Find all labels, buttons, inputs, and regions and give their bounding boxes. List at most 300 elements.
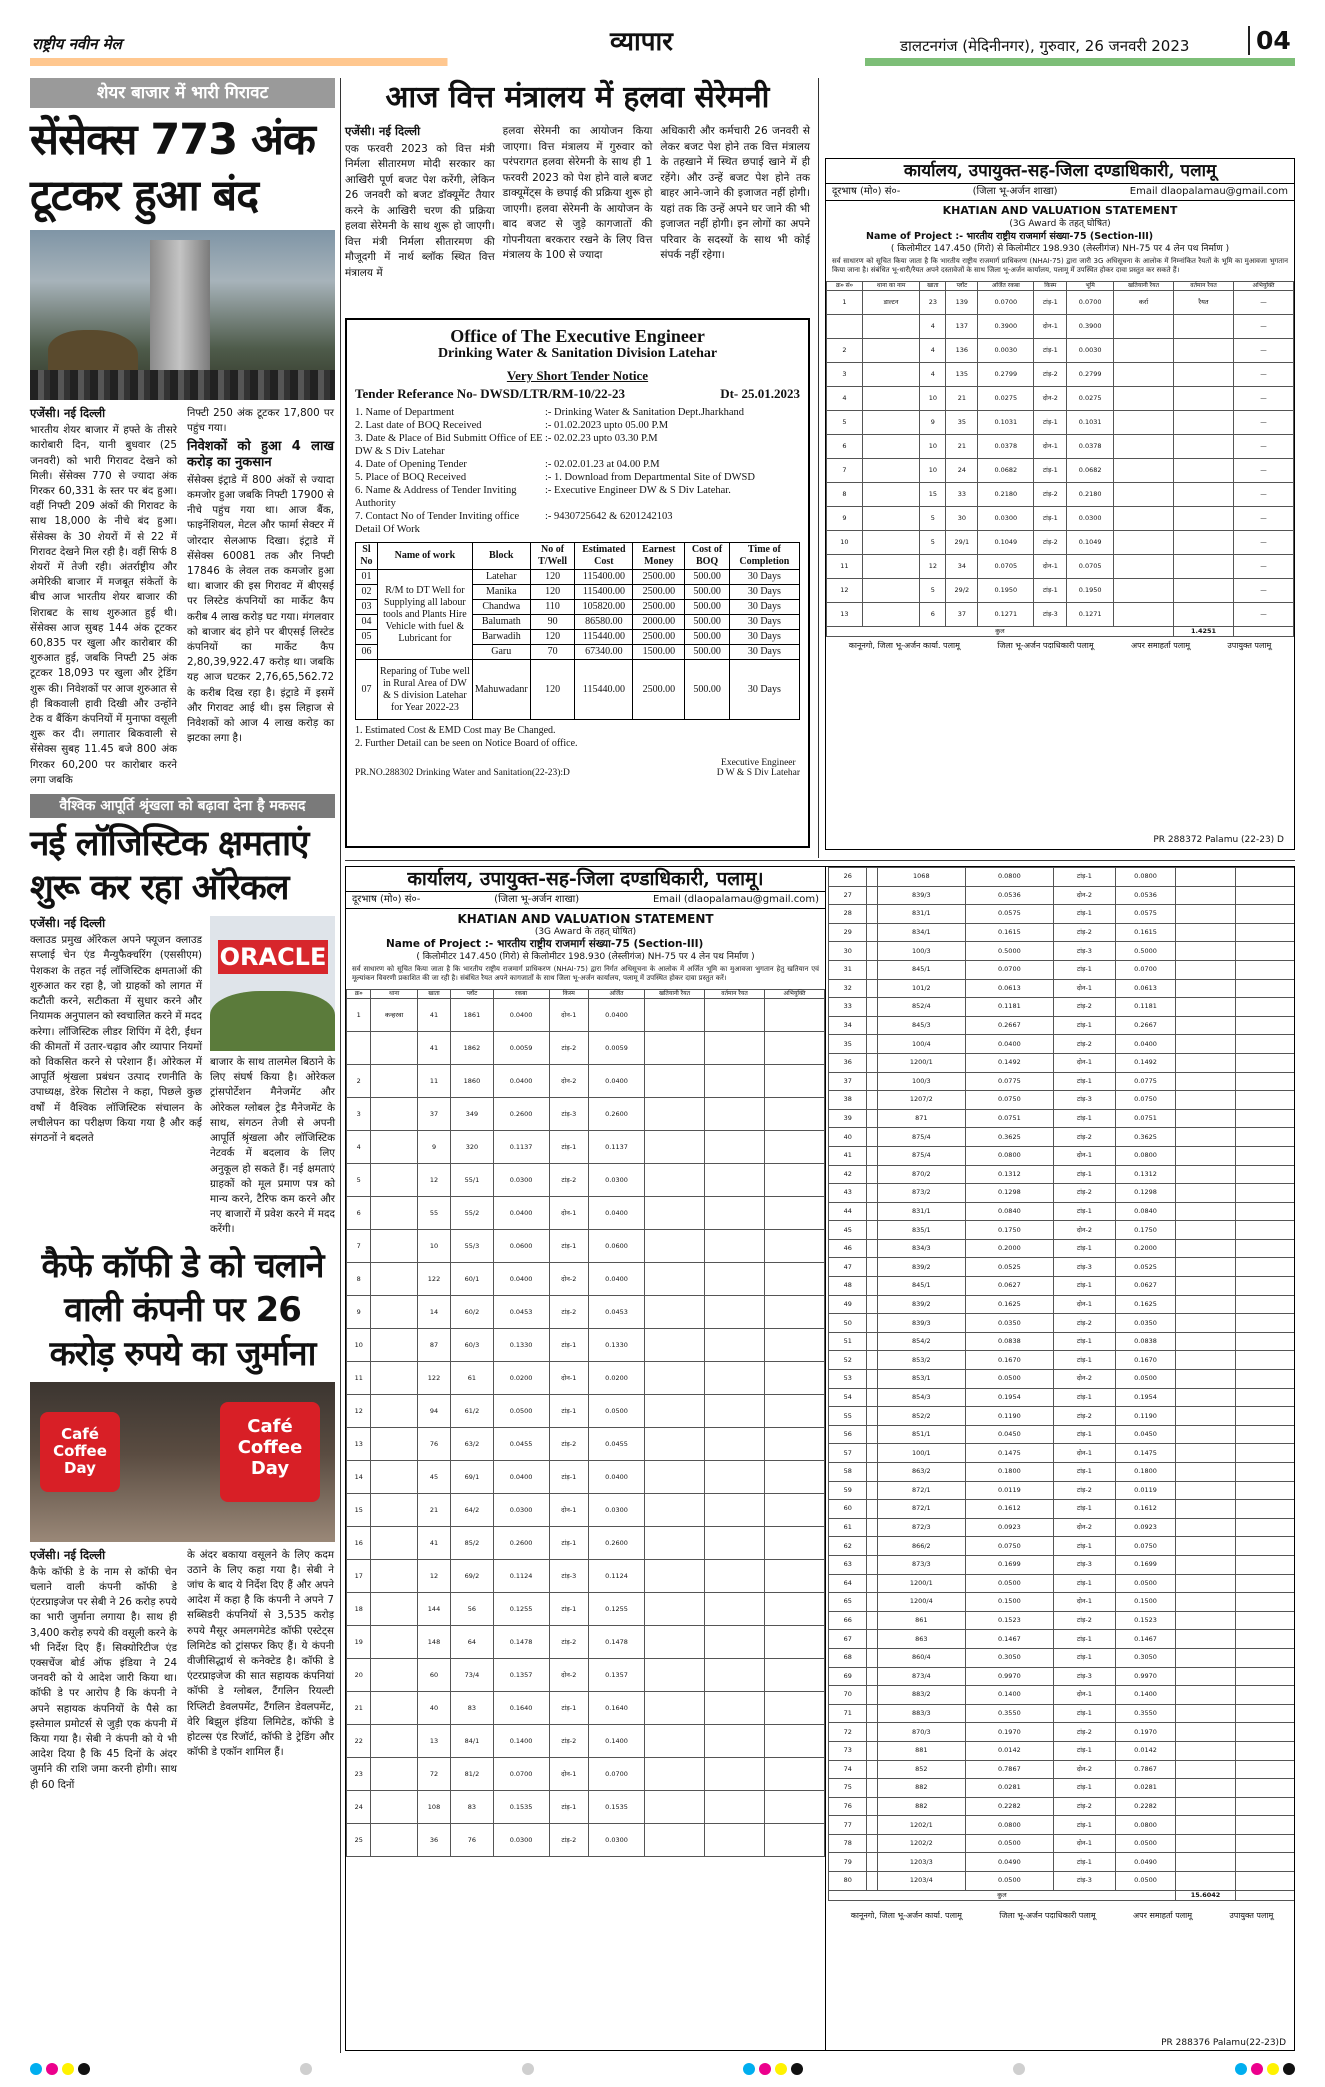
table-cell: 0.0600 [493, 1230, 549, 1263]
table-cell: टांड़-2 [1053, 1481, 1115, 1500]
table-row [827, 339, 1294, 363]
table-cell: 870/2 [877, 1165, 965, 1184]
table-cell: 0.0300 [493, 1824, 549, 1857]
table-cell: टांड़-1 [1053, 1425, 1115, 1444]
table-cell: 0.0575 [1116, 905, 1176, 924]
table-cell [1176, 1425, 1236, 1444]
table-row [347, 1395, 825, 1428]
cell-boq: 500.00 [685, 630, 729, 645]
table-cell [1236, 1053, 1296, 1072]
table-cell: 0.0400 [589, 1197, 645, 1230]
table-row [347, 1725, 825, 1758]
table-cell: टांड़-1 [549, 1230, 589, 1263]
table-cell [1176, 979, 1236, 998]
column-header: खाता [920, 282, 946, 291]
table-cell: 0.0750 [1116, 1091, 1176, 1110]
story-column [30, 406, 177, 788]
table-cell [1176, 1221, 1236, 1240]
ccd-logo: Café Coffee Day [40, 1412, 120, 1492]
table-cell [1236, 960, 1296, 979]
table-cell: 48 [829, 1277, 867, 1296]
table-cell: 33 [829, 998, 867, 1017]
black-swatch [791, 2063, 803, 2075]
table-row [829, 1165, 1296, 1184]
table-cell: दोन-1 [1034, 555, 1067, 579]
table-cell: 56 [829, 1425, 867, 1444]
table-cell: 12 [827, 579, 863, 603]
table-cell: 11 [417, 1065, 450, 1098]
cell-em: 2500.00 [633, 570, 685, 585]
table-cell: 0.3050 [965, 1648, 1053, 1667]
khatian-chainage: ( किलोमीटर 147.450 (गिरो) से किलोमीटर 198.930 (लेस्लीगंज) NH-75 पर 4 लेन पथ निर्माण ) [890, 244, 1230, 254]
table-cell: 53 [829, 1370, 867, 1389]
khatian-subtitle: (3G Award के तहत् घोषित) [534, 927, 637, 937]
table-cell: 9 [920, 411, 946, 435]
table-cell [1114, 507, 1174, 531]
table-cell [867, 1314, 877, 1333]
total-value: 1.4251 [1174, 627, 1234, 637]
table-row [347, 1131, 825, 1164]
table-cell: टांड़-3 [1034, 603, 1067, 627]
table-cell [645, 1065, 705, 1098]
table-cell [1174, 579, 1234, 603]
table-cell: — [1234, 603, 1294, 627]
byline: एजेंसी। नई दिल्ली [30, 406, 106, 420]
table-cell [1236, 1035, 1296, 1054]
table-cell [765, 1131, 825, 1164]
khatian-contact-row [346, 892, 825, 909]
table-cell [645, 1791, 705, 1824]
table-cell: 0.1271 [978, 603, 1034, 627]
table-cell: 0.1492 [1116, 1053, 1176, 1072]
table-cell [765, 1494, 825, 1527]
table-cell: 872/1 [877, 1481, 965, 1500]
story-text: ओरेकल में आपूर्ति श्रृंखला प्रबंधन उत्पाद रणनीति के उपाध्यक्ष, डेरेक सिटोस ने कहा, पिछले कुछ वर्षों में वैश्विक लॉजिस्टिक संचालन के लचीलेपन का परीक्षण किया गया है और कई संगठनों ने बदलते [30, 1055, 202, 1144]
table-cell [371, 1263, 417, 1296]
table-row [827, 387, 1294, 411]
table-cell: 1203/4 [877, 1872, 965, 1891]
table-cell: 64 [451, 1626, 493, 1659]
table-cell: 33 [946, 483, 978, 507]
table-cell: 0.1492 [965, 1053, 1053, 1072]
table-cell [1236, 1648, 1296, 1667]
table-cell: 0.0682 [978, 459, 1034, 483]
khatian-table-continued [828, 867, 1295, 1901]
table-cell [765, 1527, 825, 1560]
table-cell: 852/2 [877, 1407, 965, 1426]
table-cell: 0.3900 [1067, 315, 1114, 339]
story-text: भारतीय शेयर बाजार में हफ्ते के तीसरे कारोबारी दिन, यानी बुधवार (25 जनवरी) को भारी गिरावट देखने को मिली। सेंसेक्स 770 से ज्यादा अंक गिरकर 60,331 के स्तर पर बंद हुआ। वहीं निफ्टी 209 अंकों की गिरावट के साथ 18,000 के नीचे बंद हुआ। सेंसेक्स के 30 शेयरों में से 22 में गिरावट देखने मिल रही है। वहीं सिर्फ 8 शेयरों में तेजी रही। अंतर्राष्ट्रीय और अमेरिकी बाजार में मजबूत संकेतों के बीच आज भारतीय शेयर बाजार की शिराबट के साथ शुरुआत हुई थी। सेंसेक्स आज सुबह 144 अंक टूटकर 60,835 पर खुला और कारोबार की शुरुआत हुई, जबकि निफ्टी 25 अंक टूटकर 18,093 पर खुला और ट्रेडिंग शुरू की। निवेशकों पर आज शुरुआत से ही बिकवाली हावी दिखी और उन्होंने टेक व बैंकिंग कंपनियों में मुनाफा वसूली शुरू कर दी। लगातार बिकवाली से सेंसेक्स सुबह 11.45 बजे 800 अंक गिरकर 60,200 पर कारोबार करने लगा जबकि [30, 424, 177, 786]
table-cell [867, 1425, 877, 1444]
story-body [30, 406, 335, 788]
table-cell: 0.1124 [493, 1560, 549, 1593]
table-cell [1176, 1797, 1236, 1816]
table-cell [1236, 1760, 1296, 1779]
table-cell: 0.0775 [965, 1072, 1053, 1091]
column-header: वर्तमान रैयत [705, 990, 765, 999]
table-cell: 34 [829, 1016, 867, 1035]
khatian-contact-row [826, 184, 1294, 201]
table-cell [1174, 387, 1234, 411]
table-cell [705, 1395, 765, 1428]
tender-info-list [355, 406, 800, 536]
khatian-paragraph: सर्व साधारण को सूचित किया जाता है कि भारतीय राष्ट्रीय राजमार्ग प्राधिकरण (NHAI-75) द्वारा जारी 3G अधिसूचना के आलोक में निम्नांकित रैयतों के भूमि का मुआवजा भुगतान किया जाना है। संबंधित भू-धारी/रैयत अपने दस्तावेजों के साथ जिला भू-अर्जन कार्यालय, पलामू में उपस्थित होकर दावा प्रस्तुत कर सकते हैं। [832, 257, 1288, 274]
table-cell [705, 1329, 765, 1362]
table-cell [765, 1197, 825, 1230]
table-cell: 0.7867 [965, 1760, 1053, 1779]
table-cell: 0.0400 [493, 1197, 549, 1230]
khatian-subtitle: (3G Award के तहत् घोषित) [1009, 219, 1111, 229]
table-cell: 100/1 [877, 1444, 965, 1463]
table-cell: 1207/2 [877, 1091, 965, 1110]
table-cell [1176, 1779, 1236, 1798]
table-cell: 85/2 [451, 1527, 493, 1560]
table-cell: 8 [827, 483, 863, 507]
table-cell: 7 [347, 1230, 371, 1263]
table-cell: 0.0751 [965, 1109, 1053, 1128]
table-cell: टांड़-2 [1053, 1723, 1115, 1742]
black-swatch [78, 2063, 90, 2075]
table-row [827, 435, 1294, 459]
table-header-row [347, 990, 825, 999]
table-row [829, 1109, 1296, 1128]
table-cell [1176, 1295, 1236, 1314]
table-cell: 41 [829, 1146, 867, 1165]
table-cell [645, 1164, 705, 1197]
table-row [347, 1527, 825, 1560]
table-cell [1176, 1314, 1236, 1333]
story-text: बाजार के साथ तालमेल बिठाने के लिए संघर्ष किया है। ओरेकल ट्रांसपोर्टेशन मैनेजमेंट और ओरेकल ग्लोबल ट्रेड मैनेजमेंट के साथ, संगठन तेजी से अपनी आपूर्ति श्रृंखला और लॉजिस्टिक नेटवर्क में बदलाव के लिए अनुकूल हो सकते हैं। नई क्षमताएं ग्राहकों को मूल प्रमाण पत्र को मान्य करने, टैरिफ कम करने और नए बाजारों में प्रवेश करने में मदद करेंगी। [210, 1056, 335, 1236]
table-cell [1176, 960, 1236, 979]
table-cell: 136 [946, 339, 978, 363]
table-cell [1236, 1779, 1296, 1798]
table-cell: 0.1500 [965, 1593, 1053, 1612]
table-cell: 0.0682 [1067, 459, 1114, 483]
table-cell [371, 1494, 417, 1527]
table-row [829, 868, 1296, 887]
table-cell: टांड़-2 [549, 1824, 589, 1857]
table-cell: टांड़-1 [1034, 579, 1067, 603]
table-cell [1236, 923, 1296, 942]
table-cell: 0.1190 [1116, 1407, 1176, 1426]
table-cell: 0.0923 [965, 1518, 1053, 1537]
table-cell: 2 [347, 1065, 371, 1098]
cell-em: 2000.00 [633, 615, 685, 630]
table-cell [1176, 1146, 1236, 1165]
table-row [827, 411, 1294, 435]
table-cell: 0.0700 [493, 1758, 549, 1791]
table-cell [1174, 483, 1234, 507]
table-row [347, 1230, 825, 1263]
table-cell [765, 1659, 825, 1692]
byline: एजेंसी। नई दिल्ली [345, 124, 421, 138]
table-row [829, 1351, 1296, 1370]
table-cell [371, 1395, 417, 1428]
table-cell [1176, 1481, 1236, 1500]
table-cell [867, 1277, 877, 1296]
cell-time: 30 Days [729, 630, 799, 645]
table-cell [867, 1128, 877, 1147]
tender-date: Dt- 25.01.2023 [720, 386, 800, 401]
info-value: :- 9430725642 & 6201242103 [545, 511, 673, 522]
table-cell [1176, 1407, 1236, 1426]
table-cell: दोन-1 [1053, 979, 1115, 998]
table-cell: 73/4 [451, 1659, 493, 1692]
table-cell: 852 [877, 1760, 965, 1779]
table-cell: 0.2000 [1116, 1239, 1176, 1258]
table-cell: 55 [417, 1197, 450, 1230]
table-cell [1176, 1035, 1236, 1054]
tender-info-row [355, 419, 800, 432]
table-cell: 0.2180 [978, 483, 1034, 507]
table-row [829, 1277, 1296, 1296]
table-row [347, 999, 825, 1032]
table-cell: 1 [347, 999, 371, 1032]
table-row [829, 1834, 1296, 1853]
table-cell [1236, 1239, 1296, 1258]
table-cell: दोन-1 [1034, 435, 1067, 459]
table-row [829, 960, 1296, 979]
table-cell: दोन-2 [549, 1065, 589, 1098]
table-cell: 872/1 [877, 1500, 965, 1519]
table-cell: टांड़-1 [1053, 1202, 1115, 1221]
table-cell [867, 1853, 877, 1872]
table-cell: 0.0350 [965, 1314, 1053, 1333]
table-cell: 61/2 [451, 1395, 493, 1428]
tender-info-row [355, 510, 800, 536]
table-cell [1236, 1872, 1296, 1891]
table-cell: 854/2 [877, 1332, 965, 1351]
tender-info-row [355, 484, 800, 510]
table-cell: 0.0800 [965, 868, 1053, 887]
table-cell: 0.2600 [589, 1527, 645, 1560]
cyan-swatch [1235, 2063, 1247, 2075]
table-cell [645, 1659, 705, 1692]
table-cell [1176, 868, 1236, 887]
print-registration-marks [30, 2063, 1295, 2075]
table-cell: डाल्टन [862, 291, 919, 315]
table-cell: 0.0300 [589, 1494, 645, 1527]
table-row [347, 1758, 825, 1791]
table-cell: 861 [877, 1611, 965, 1630]
table-cell [862, 579, 919, 603]
table-row [827, 555, 1294, 579]
table-cell: टांड़-2 [549, 1428, 589, 1461]
table-cell: 16 [347, 1527, 371, 1560]
table-cell: 831/1 [877, 1202, 965, 1221]
table-cell [1236, 1444, 1296, 1463]
table-cell: — [1234, 291, 1294, 315]
table-cell: 853/2 [877, 1351, 965, 1370]
color-swatches [743, 2063, 803, 2075]
table-cell: — [1234, 459, 1294, 483]
table-cell [867, 1779, 877, 1798]
table-cell [867, 1351, 877, 1370]
table-cell: टांड़-2 [1053, 1184, 1115, 1203]
table-cell: 5 [347, 1164, 371, 1197]
column-header: क्र० [347, 990, 371, 999]
table-row [829, 923, 1296, 942]
table-cell [1236, 1370, 1296, 1389]
table-row [356, 660, 800, 720]
tender-notice [345, 318, 810, 848]
table-cell: 101/2 [877, 979, 965, 998]
table-cell [867, 1184, 877, 1203]
table-cell: 67 [829, 1630, 867, 1649]
table-cell: 21 [417, 1494, 450, 1527]
table-cell [705, 1494, 765, 1527]
table-row [829, 1146, 1296, 1165]
table-cell: — [1234, 411, 1294, 435]
table-cell: 845/3 [877, 1016, 965, 1035]
table-cell: 0.0059 [493, 1032, 549, 1065]
table-cell: 0.0378 [978, 435, 1034, 459]
table-cell: 0.0400 [493, 1065, 549, 1098]
table-cell: 0.0400 [1116, 1035, 1176, 1054]
story-text: निफ्टी 250 अंक टूटकर 17,800 पर पहुंच गया। [187, 407, 334, 435]
story-column [30, 1548, 177, 1793]
table-cell: दोन-1 [549, 1494, 589, 1527]
table-cell: 0.1535 [493, 1791, 549, 1824]
story-column [30, 916, 202, 1237]
table-cell [1236, 1425, 1296, 1444]
table-cell [862, 483, 919, 507]
table-cell [1176, 1816, 1236, 1835]
table-row [827, 315, 1294, 339]
table-cell [1176, 1611, 1236, 1630]
table-cell: 0.5000 [1116, 942, 1176, 961]
table-cell [1114, 483, 1174, 507]
table-cell [765, 1725, 825, 1758]
table-row [829, 1574, 1296, 1593]
table-cell: 0.0775 [1116, 1072, 1176, 1091]
table-cell [1236, 1834, 1296, 1853]
table-cell: 0.1615 [965, 923, 1053, 942]
table-header-row [827, 282, 1294, 291]
table-cell [371, 1725, 417, 1758]
table-cell: 0.1800 [965, 1463, 1053, 1482]
table-cell [1236, 1611, 1296, 1630]
table-cell: 37 [946, 603, 978, 627]
table-cell [705, 1131, 765, 1164]
table-cell: 12 [920, 555, 946, 579]
table-cell [765, 1461, 825, 1494]
table-cell [765, 1428, 825, 1461]
khatian-signatures [826, 637, 1294, 655]
table-cell [347, 1032, 371, 1065]
table-cell [867, 998, 877, 1017]
yellow-swatch [775, 2063, 787, 2075]
table-cell: — [1234, 339, 1294, 363]
table-cell [1114, 339, 1174, 363]
khatian-table [826, 281, 1294, 637]
cell-cost: 115440.00 [575, 660, 633, 720]
table-cell [862, 531, 919, 555]
table-cell [1176, 905, 1236, 924]
table-cell [705, 1560, 765, 1593]
table-cell [1176, 923, 1236, 942]
table-cell [645, 1098, 705, 1131]
table-cell [1236, 1704, 1296, 1723]
table-cell [1236, 886, 1296, 905]
subheading: निवेशकों को हुआ 4 लाख करोड़ का नुकसान [187, 439, 334, 470]
table-row [829, 1760, 1296, 1779]
table-cell [765, 1263, 825, 1296]
table-cell: दोन-2 [1053, 1518, 1115, 1537]
table-cell: 0.1271 [1067, 603, 1114, 627]
table-cell: 77 [829, 1816, 867, 1835]
table-cell: 0.0500 [1116, 1834, 1176, 1853]
table-cell: 71 [829, 1704, 867, 1723]
story-text: क्लाउड प्रमुख ऑरेकल अपने फ्यूजन क्लाउड सप्लाई चेन एंड मैन्युफैक्चरिंग (एससीएम) पेशकश के तहत नई लॉजिस्टिक क्षमताओं की शुरुआत कर रहा है, जो ग्राहकों को लागत में कटौती करने, सटीकता में सुधार करने और नियामक अनुपालन को स्वचालित करने में मदद करेगा। लॉजिस्टिक लीडर शिपिंग में देरी, ईंधन की कीमतों में उतार-चढ़ाव और व्यापार नियमों को विकसित करने से परेशान हैं। [30, 934, 202, 1068]
table-cell [371, 1197, 417, 1230]
table-cell [371, 1527, 417, 1560]
table-cell [1176, 1463, 1236, 1482]
cell-em: 2500.00 [633, 600, 685, 615]
table-row [347, 1791, 825, 1824]
story-column: के अंदर बकाया वसूलने के लिए कदम उठाने के लिए कहा गया है। सेबी ने जांच के बाद ये निर्देश दिए हैं और अपने आदेश में कहा है कि कंपनी ने अपने 7 सब्सिडरी कंपनियों से 3,535 करोड़ रुपये मैसूर अमलगमेटेड कॉफी एस्टेट्स लिमिटेड को ट्रांसफर किए हैं। ये कंपनी वीजीसिद्धार्थ से कनेक्टेड है। कॉफी डे एंटरप्राइजेज की सात सहायक कंपनियां कॉफी डे ग्लोबल, टैंगलिन रियल्टी रिप्लिटी डेवलपमेंट, टैंगलिन डेवलपमेंट, वेरि बिझुल इंडिया लिमिटेड, कॉफी डे होटल्स एंड रिजॉर्ट, कॉफी डे ट्रेडिंग और कॉफी डे एकॉन शामिल हैं। [187, 1548, 334, 1759]
table-cell [371, 1758, 417, 1791]
table-cell: 0.0455 [589, 1428, 645, 1461]
table-cell: 0.1400 [493, 1725, 549, 1758]
signature-block: जिला भू-अर्जन पदाधिकारी पलामू [999, 1910, 1096, 1920]
table-cell [645, 1197, 705, 1230]
cell-em: 2500.00 [633, 660, 685, 720]
table-cell: 0.1255 [493, 1593, 549, 1626]
table-cell [867, 1258, 877, 1277]
table-cell: 0.0500 [965, 1834, 1053, 1853]
table-cell [645, 1560, 705, 1593]
table-cell [1176, 1853, 1236, 1872]
table-cell [1114, 555, 1174, 579]
tender-signatory: Executive Engineer D W & S Div Latehar [716, 758, 800, 778]
table-cell: टांड़-2 [549, 1032, 589, 1065]
photo-cafe-coffee-day [30, 1382, 335, 1542]
table-cell: 0.0500 [1116, 1574, 1176, 1593]
table-cell [867, 1109, 877, 1128]
table-cell: 27 [829, 886, 867, 905]
cell-boq: 500.00 [685, 570, 729, 585]
table-row [347, 1428, 825, 1461]
table-cell [371, 1560, 417, 1593]
table-cell [765, 1758, 825, 1791]
table-cell [1174, 435, 1234, 459]
table-cell [1236, 1481, 1296, 1500]
headline-halwa: आज वित्त मंत्रालय में हलवा सेरेमनी [385, 80, 770, 115]
registration-dot [522, 2063, 534, 2075]
table-cell: 853/1 [877, 1370, 965, 1389]
table-cell: टांड़-1 [1053, 1648, 1115, 1667]
cell-wells: 120 [530, 630, 575, 645]
table-cell: टांड़-1 [1053, 868, 1115, 887]
table-cell: 84/1 [451, 1725, 493, 1758]
table-cell [645, 1626, 705, 1659]
table-cell: 0.0500 [965, 1872, 1053, 1891]
table-cell: दोन-1 [1053, 1834, 1115, 1853]
table-cell: टांड़-2 [549, 1164, 589, 1197]
table-row [347, 1263, 825, 1296]
table-cell: 831/1 [877, 905, 965, 924]
table-cell: 43 [829, 1184, 867, 1203]
cell-work: Reparing of Tube well in Rural Area of DW & S division Latehar for Year 2022-23 [377, 660, 472, 720]
table-cell: 45 [829, 1221, 867, 1240]
story-column: हलवा सेरेमनी का आयोजन किया जाएगा। वित्त मंत्रालय में गुरुवार को परंपरागत हलवा सेरेमनी के साथ ही 1 फरवरी 2023 को पेश होने वाले बजट डाक्यूमेंट्स के छपाई की प्रक्रिया शुरू हो जाएगी। हलवा सेरेमनी के आयोजन के बाद बजट से जुड़े कागजातों की गोपनीयता बरकरार रखने के लिए वित्त मंत्रालय के 100 से ज्यादा [502, 125, 653, 261]
table-cell: दोन-1 [1053, 1686, 1115, 1705]
table-cell: टांड़-2 [1053, 1314, 1115, 1333]
table-cell: 0.1475 [1116, 1444, 1176, 1463]
table-cell: 873/4 [877, 1667, 965, 1686]
table-cell [371, 1461, 417, 1494]
